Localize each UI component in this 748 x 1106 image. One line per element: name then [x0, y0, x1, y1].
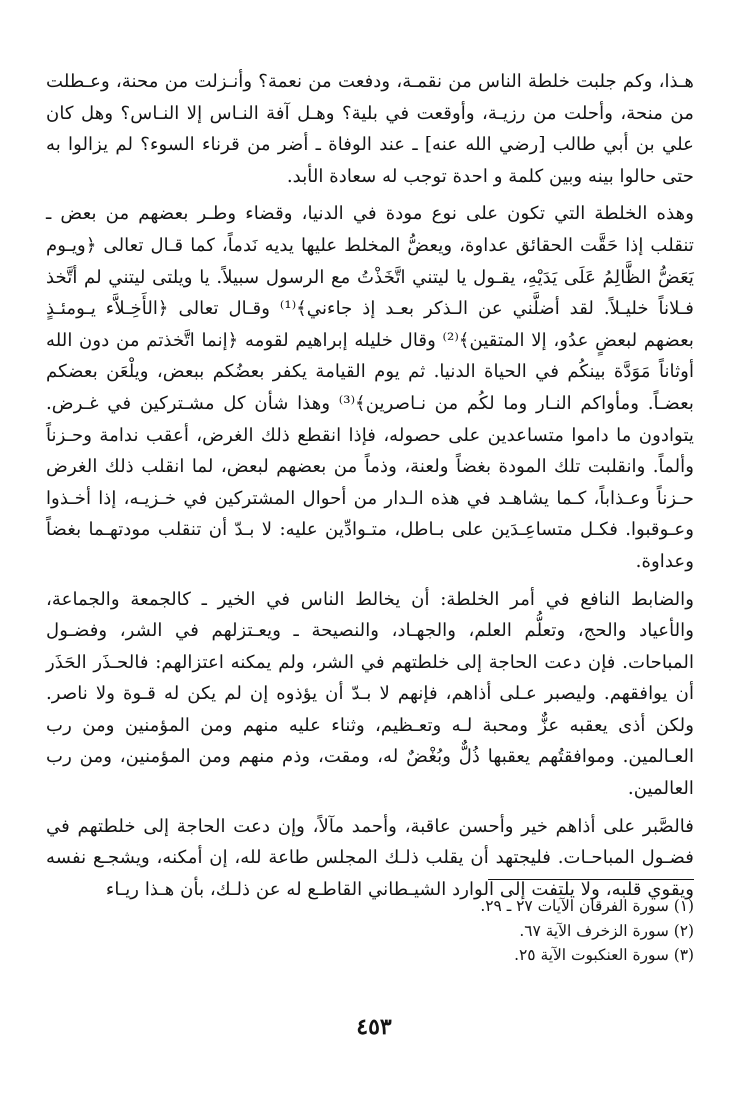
footnote-2: (٢) سورة الزخرف الآية ٦٧. [519, 921, 694, 940]
paragraph-3: والضابط النافع في أمر الخلطة: أن يخالط الناس في الخير ـ كالجمعة والجماعة، والأعياد والحج، وتعلُّم العلم، والجهـاد، والنصيحة ـ ويعـتزلهم في الشر، وفضـول المباحات. فإن دعت الحاجة إلى خلطتهم في الشر، ولم يمكنه اعتزالهم: فالحـذَر الحَذَر أن يوافقهم. وليصبر عـلى أذاهم، فإنهم لا بـدّ أن يؤذوه إن لم يكن له قـوة ولا ناصر. ولكن أذى يعقبه عزٌّ ومحبة لـه وتعـظيم، وثناء عليه منهم ومن المؤمنين ومن رب العـالمين. وموافقتُهم يعقبها ذُلٌّ وبُغْضٌ له، ومقت، وذم منهم ومن المؤمنين، ومن رب العالمين. [46, 588, 694, 800]
footnote-3: (٣) سورة العنكبوت الآية ٢٥. [514, 946, 694, 964]
footnote-divider [488, 879, 694, 880]
paragraph-4: فالصَّبر على أذاهم خير وأحسن عاقبة، وأحمد مآلاً، وإن دعت الحاجة إلى خلطتهم في فضـول المباحـات. فليجتهد أن يقلب ذلـك المجلس طاعة لله، إن أمكنه، ويشجـع نفسه ويقوي قلبه، ولا يلتفت إلى الوارد الشيـطاني القاطـع له عن ذلـك، بأن هـذا ريـاء [46, 815, 694, 900]
footnotes-list [94, 894, 694, 968]
page-number: ٤٥٣ [356, 1014, 392, 1040]
paragraph-1: هـذا، وكم جلبت خلطة الناس من نقمـة، ودفعت من نعمة؟ وأنـزلت من محنة، وعـطلت من منحة، وأحلت من رزيـة، وأوقعت في بلية؟ وهـل آفة النـاس إلا النـاس؟ وهل كان علي بن أبي طالب [رضي الله عنه] ـ عند الوفاة ـ أضر من قرناء السوء؟ لم يزالوا به حتى حالوا بينه وبين كلمة و احدة توجب له سعادة الأبد. [46, 71, 694, 187]
paragraph-2: وهذه الخلطة التي تكون على نوع مودة في الدنيا، وقضاء وطـر بعضهم من بعض ـ تنقلب إذا حَقَّت الحقائق عداوة، ويعضُّ المخلط عليها يديه نَدماً، كما قـال تعالى ﴿ويـوم يَعَضُّ الظَّالِمُ عَلَى يَدَيْهِ، يقـول يا ليتني اتَّخَذْتُ مع الرسول سبيلاً. يا ويلتى ليتني لم أتَّخذ فـلاناً خليـلاً. لقد أضلَّني عن الـذكر بعـد إذ جاءني﴾⁽¹⁾ وقـال تعالى ﴿الأَخِـلاَّء يـومئـذٍ بعضهم لبعضٍ عدُو، إلا المتقين﴾⁽²⁾ وقال خليله إبراهيم لقومه ﴿إنما اتَّخذتم من دون الله أوثاناً مَوَدَّة بينكُم في الحياة الدنيا. ثم يوم القيامة يكفر بعضُكم ببعض، ويلْعَن بعضكم بعضـاً. ومأواكم النـار وما لكُم من نـاصرين﴾⁽³⁾ وهذا شأن كل مشـتركين في غـرض. يتوادون ما داموا متساعدين على حصوله، فإذا انقطع ذلك الغرض، أعقب ندامة وحـزناً وألماً. وانقلبت تلك المودة بغضاً ولعنة، وذماً من بعضهم لبعض، لما انقلب ذلك الغرض حـزناً وعـذاباً، كـما يشاهـد في هذه الـدار من أحوال المشتركين في خـزيـه، إذا أخـذوا وعـوقبوا. فكـل متساعِـدَين على بـاطل، متـوادِّين عليه: لا بـدّ أن تنقلب مودتهـما بغضاً وعداوة. [46, 203, 694, 572]
footnote-1: (١) سورة الفرقان الآيات ٢٧ ـ ٢٩. [480, 897, 694, 915]
